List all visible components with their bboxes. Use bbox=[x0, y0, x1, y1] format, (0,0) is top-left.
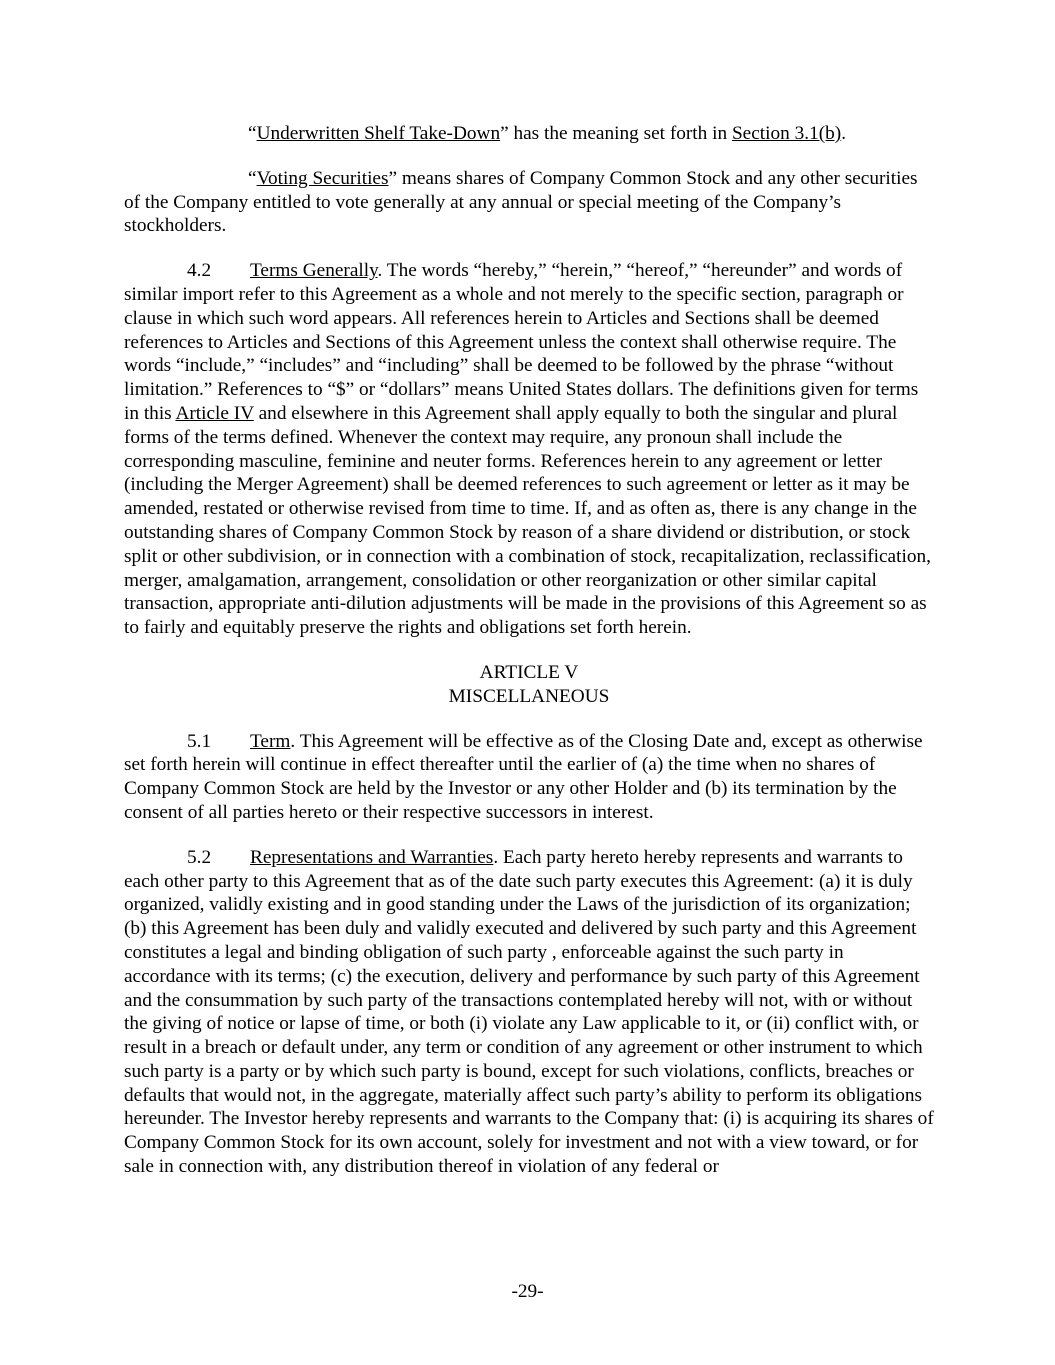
defined-term: Underwritten Shelf Take-Down bbox=[256, 123, 501, 144]
definition-text: ” means shares of Company Common Stock and any other securities of the Company entitled to vote generally at any annual or special meeting of the Company’s stockholders. bbox=[124, 167, 918, 237]
section-number: 4.2 bbox=[187, 260, 212, 282]
period: . bbox=[841, 123, 847, 144]
defined-term: Voting Securities bbox=[256, 167, 389, 189]
section-title: Term bbox=[250, 730, 291, 752]
article-heading bbox=[124, 661, 934, 709]
definition-text: ” has the meaning set forth in bbox=[500, 123, 732, 144]
section-title: Representations and Warranties bbox=[250, 846, 494, 868]
section-5-1 bbox=[124, 730, 934, 825]
definition-voting-securities bbox=[124, 167, 934, 238]
section-reference: Section 3.1(b) bbox=[731, 123, 842, 144]
section-number: 5.1 bbox=[187, 730, 212, 752]
section-body-continued: and elsewhere in this Agreement shall apply equally to both the singular and plural forms of the terms defined. Whenever the context may require, any pronoun shall include the corresponding masculine, feminine and neuter forms. References herein to any agreement or letter (including the Merger Agreement) shall be deemed references to such agreement or letter as it may be amended, restated or otherwise revised from time to time. If, and as often as, there is any change in the outstanding shares of Company Common Stock by reason of a share dividend or distribution, or stock split or other subdivision, or in connection with a combination of stock, recapitalization, reclassification, merger, amalgamation, arrangement, consolidation or other reorganization or other similar capital transaction, appropriate anti-dilution adjustments will be made in the provisions of this Agreement so as to fairly and equitably preserve the rights and obligations set forth herein. bbox=[124, 402, 931, 639]
section-4-2 bbox=[124, 259, 934, 640]
section-body: . Each party hereto hereby represents and warrants to each other party to this Agreement that as of the date such party executes this Agreement: (a) it is duly organized, validly existing and in good standing under the Laws of the jurisdiction of its organization; (b) this Agreement has been duly and validly executed and delivered by such party and this Agreement constitutes a legal and binding obligation of such party , enforceable against the such party in accordance with its terms; (c) the execution, delivery and performance by such party of this Agreement and the consummation by such party of the transactions contemplated hereby will not, with or without the giving of notice or lapse of time, or both (i) violate any Law applicable to it, or (ii) conflict with, or result in a breach or default under, any term or condition of any agreement or other instrument to which such party is a party or by which such party is bound, except for such violations, conflicts, breaches or defaults that would not, in the aggregate, materially affect such party’s ability to perform its obligations hereunder. The Investor hereby represents and warrants to the Company that: (i) is acquiring its shares of Company Common Stock for its own account, solely for investment and not with a view toward, or for sale in connection with, any distribution thereof in violation of any federal or bbox=[124, 846, 934, 1178]
page-number: -29- bbox=[511, 1281, 544, 1302]
article-title: MISCELLANEOUS bbox=[448, 685, 610, 707]
section-title: Terms Generally bbox=[250, 260, 378, 282]
quote-open: “ bbox=[248, 167, 257, 189]
article-number: ARTICLE V bbox=[479, 661, 579, 683]
definition-underwritten-shelf-take-down bbox=[124, 122, 934, 146]
section-body: . The words “hereby,” “herein,” “hereof,” “hereunder” and words of similar import refer to this Agreement as a whole and not merely to the specific section, paragraph or clause in which such word appears. All references herein to Articles and Sections shall be deemed references to Articles and Sections of this Agreement unless the context shall otherwise require. The words “include,” “includes” and “including” shall be deemed to be followed by the phrase “without limitation.” References to “$” or “dollars” means United States dollars. The definitions given for terms in this bbox=[124, 260, 919, 424]
article-reference: Article IV bbox=[175, 402, 254, 424]
document-page bbox=[124, 122, 934, 1200]
quote-open: “ bbox=[248, 123, 257, 144]
section-body: . This Agreement will be effective as of the Closing Date and, except as otherwise set forth herein will continue in effect thereafter until the earlier of (a) the time when no shares of Company Common Stock are held by the Investor or any other Holder and (b) its termination by the consent of all parties hereto or their respective successors in interest. bbox=[124, 730, 923, 823]
section-number: 5.2 bbox=[187, 846, 212, 868]
section-5-2 bbox=[124, 846, 934, 1179]
